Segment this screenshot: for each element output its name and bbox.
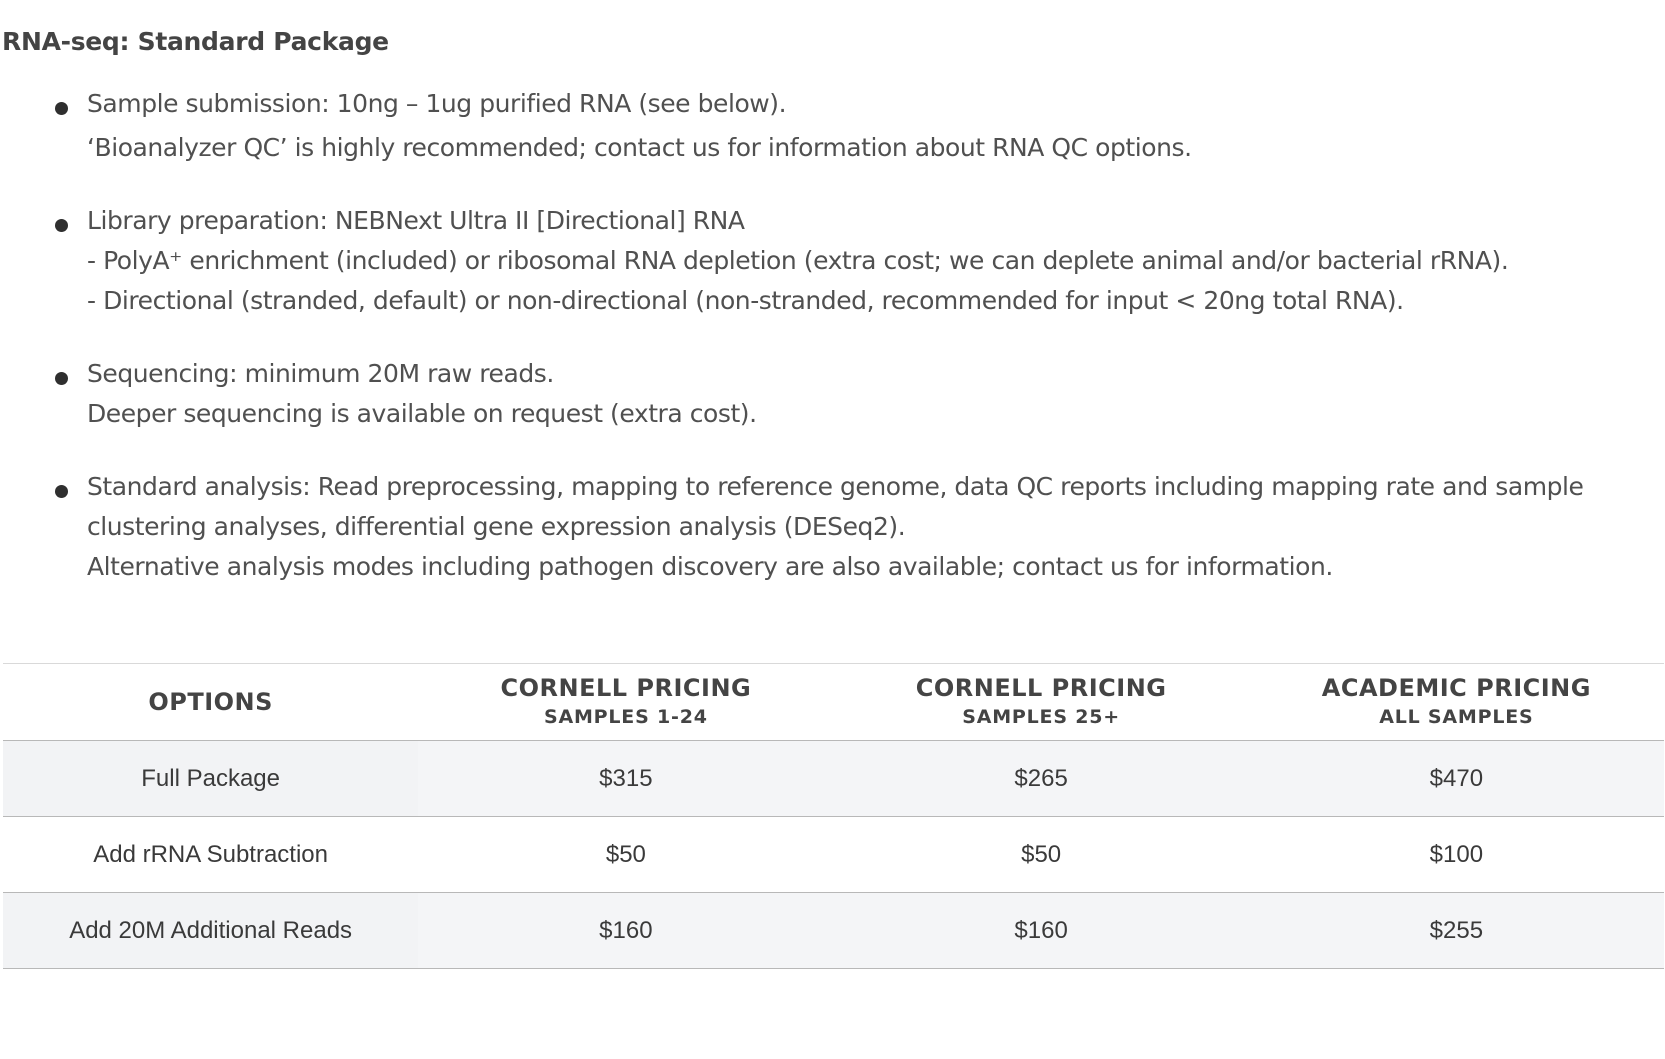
bullet-line: Sequencing: minimum 20M raw reads. xyxy=(87,359,554,388)
bullet-line: Alternative analysis modes including pathogen discovery are also available; contact us for information. xyxy=(87,552,1333,581)
price-cell: $315 xyxy=(418,741,833,817)
bullet-sequencing xyxy=(0,354,1665,434)
package-details-list xyxy=(0,84,1665,620)
option-name-cell: Add rRNA Subtraction xyxy=(93,840,329,868)
table-header-row xyxy=(3,664,1664,741)
column-header-title: CORNELL PRICING xyxy=(915,674,1167,702)
bullet-dot-icon xyxy=(55,102,68,115)
table-row xyxy=(3,817,1664,893)
price-cell: $255 xyxy=(1249,893,1664,969)
bullet-sample-submission xyxy=(0,84,1665,168)
column-header-title: OPTIONS xyxy=(148,688,273,716)
column-header-title: CORNELL PRICING xyxy=(500,674,752,702)
bullet-dot-icon xyxy=(55,372,68,385)
bullet-line: ‘Bioanalyzer QC’ is highly recommended; contact us for information about RNA QC options. xyxy=(87,133,1192,162)
bullet-line: Deeper sequencing is available on request (extra cost). xyxy=(87,399,757,428)
column-header-options xyxy=(3,664,418,741)
price-cell: $100 xyxy=(1429,840,1484,868)
bullet-line: Sample submission: 10ng – 1ug purified RNA (see below). xyxy=(87,89,787,118)
bullet-dot-icon xyxy=(55,485,68,498)
column-header-subtitle: ALL SAMPLES xyxy=(1379,706,1534,728)
column-header-cornell-25-plus xyxy=(834,664,1249,741)
column-header-title: ACADEMIC PRICING xyxy=(1321,674,1591,702)
option-name-cell: Add 20M Additional Reads xyxy=(3,893,418,969)
bullet-line: Library preparation: NEBNext Ultra II [Directional] RNA xyxy=(87,206,745,235)
column-header-cornell-1-24 xyxy=(418,664,833,741)
price-cell: $50 xyxy=(605,840,646,868)
price-cell: $265 xyxy=(834,741,1249,817)
bullet-line: Standard analysis: Read preprocessing, mapping to reference genome, data QC reports including mapping rate and sample clustering analyses, differential gene expression analysis (DESeq2). xyxy=(87,472,1584,541)
bullet-line: - PolyA⁺ enrichment (included) or ribosomal RNA depletion (extra cost; we can deplete animal and/or bacterial rRNA). xyxy=(87,246,1509,275)
price-cell: $160 xyxy=(418,893,833,969)
table-row xyxy=(3,893,1664,969)
price-cell: $470 xyxy=(1249,741,1664,817)
price-cell: $50 xyxy=(1021,840,1062,868)
table-row xyxy=(3,741,1664,817)
pricing-table xyxy=(3,663,1664,969)
bullet-standard-analysis xyxy=(0,467,1665,587)
bullet-line: - Directional (stranded, default) or non-directional (non-stranded, recommended for input < 20ng total RNA). xyxy=(87,286,1404,315)
column-header-subtitle: SAMPLES 25+ xyxy=(962,706,1121,728)
column-header-academic xyxy=(1249,664,1664,741)
bullet-dot-icon xyxy=(55,219,68,232)
column-header-subtitle: SAMPLES 1-24 xyxy=(543,706,708,728)
page-title: RNA-seq: Standard Package xyxy=(2,27,389,56)
option-name-cell: Full Package xyxy=(3,741,418,817)
bullet-library-preparation xyxy=(0,201,1665,321)
price-cell: $160 xyxy=(834,893,1249,969)
